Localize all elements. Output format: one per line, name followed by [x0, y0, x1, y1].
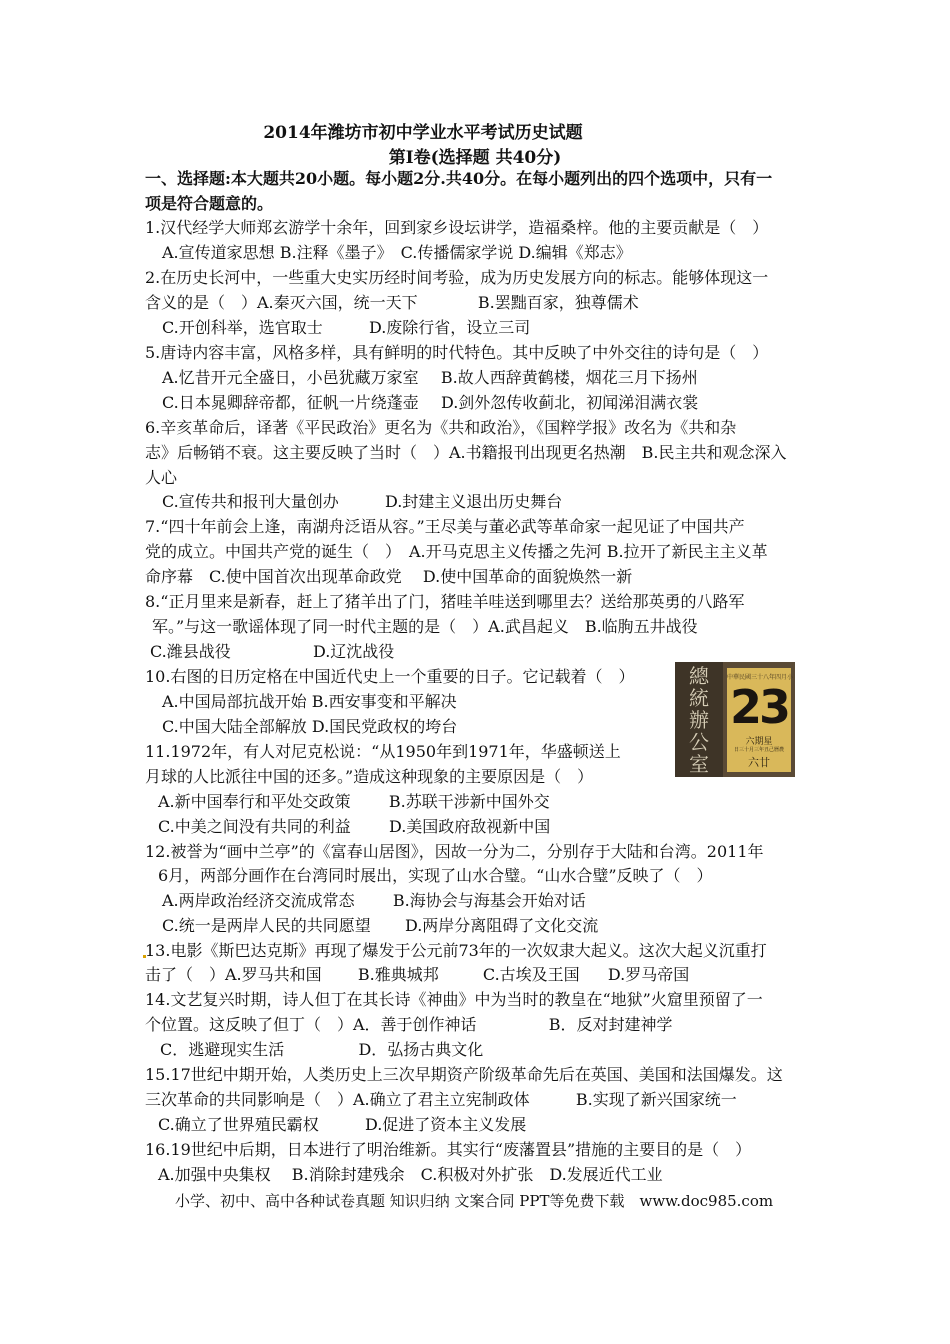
scroll-char-3: 辦 [689, 708, 709, 732]
question-8-stem-cont: 军。”与这一歌谣体现了同一时代主题的是（ ）A.武昌起义 B.临朐五井战役 [152, 617, 698, 636]
question-6-stem-cont: 志》后畅销不衰。这主要反映了当时（ ）A.书籍报刊出现更名热潮 B.民主共和观念深入 [145, 443, 787, 462]
calligraphy-scroll [675, 662, 723, 777]
question-14-option-c: C．逃避现实生活 [160, 1040, 285, 1059]
question-14-option-d: D．弘扬古典文化 [358, 1040, 484, 1059]
question-11-option-d: D.美国政府敌视新中国 [388, 817, 551, 836]
question-13-option-b: B.雅典城邦 [357, 965, 439, 984]
question-8-stem: 8.“正月里来是新春，赶上了猪羊出了门，猪哇羊哇送到哪里去？送给那英勇的八路军 [145, 592, 745, 611]
question-11-option-c: C.中美之间没有共同的利益 [158, 817, 351, 836]
question-12-options-ab [162, 890, 586, 912]
question-14-stem: 14.文艺复兴时期，诗人但丁在其长诗《神曲》中为当时的教皇在“地狱”火窟里预留了一 [145, 990, 763, 1009]
question-13-stem-cont [145, 964, 689, 986]
question-14-option-a: 个位置。这反映了但丁（ ）A．善于创作神话 [145, 1015, 477, 1034]
question-8-option-c: C.潍县战役 [150, 642, 231, 661]
question-2-option-a: 含义的是（ ）A.秦灭六国，统一天下 [145, 293, 418, 312]
scroll-char-4: 公 [689, 730, 709, 754]
question-11-stem-cont: 月球的人比派往中国的还多。”造成这种现象的主要原因是（ ） [145, 767, 594, 786]
scroll-char-2: 統 [689, 686, 709, 710]
question-12-option-a: A.两岸政治经济交流成常态 [162, 891, 355, 910]
question-13-option-c: C.古埃及王国 [482, 965, 580, 984]
calendar-header: 中華民國三十八年四月小 [727, 674, 794, 681]
question-15-options-cd [158, 1114, 526, 1136]
question-2-stem-cont [145, 292, 639, 314]
question-15-stem: 15.17世纪中期开始，人类历史上三次早期资产阶级革命先后在英国、美国和法国爆发。这 [145, 1065, 783, 1084]
question-12-stem-cont: 6月，两部分画作在台湾同时展出，实现了山水合璧。“山水合璧”反映了（ ） [158, 866, 713, 885]
question-5-option-a: A.忆昔开元全盛日，小邑犹藏万家室 [162, 368, 419, 387]
calendar-lunar-date: 日三十月三年丑己曆農 [733, 747, 784, 753]
exam-subtitle: 第I卷(选择题 共40分) [388, 148, 562, 168]
question-14-option-b: B．反对封建神学 [548, 1015, 673, 1034]
question-13-option-d: D.罗马帝国 [607, 965, 690, 984]
scroll-char-5: 室 [689, 752, 709, 776]
question-1-stem: 1.汉代经学大师郑玄游学十余年，回到家乡设坛讲学，造福桑梓。他的主要贡献是（ ） [145, 218, 769, 237]
calendar-lunar-day: 六廿 [748, 756, 770, 769]
question-16-options: A.加强中央集权 B.消除封建残余 C.积极对外扩张 D.发展近代工业 [158, 1165, 663, 1184]
question-15-option-b: B.实现了新兴国家统一 [575, 1090, 737, 1109]
question-11-options-ab [158, 791, 550, 813]
question-2-stem: 2.在历史长河中，一些重大史实历经时间考验，成为历史发展方向的标志。能够体现这一 [145, 268, 769, 287]
question-13-option-a: 击了（ ）A.罗马共和国 [145, 965, 322, 984]
question-2-option-b: B.罢黜百家，独尊儒术 [477, 293, 639, 312]
question-6-stem: 6.辛亥革命后，译著《平民政治》更名为《共和政治》，《国粹学报》改名为《共和杂 [145, 418, 737, 437]
question-5-option-c: C.日本晁卿辞帝都，征帆一片绕蓬壶 [162, 393, 419, 412]
question-6-stem-end: 人心 [145, 468, 178, 487]
question-11-stem: 11.1972年，有人对尼克松说：“从1950年到1971年，华盛顿送上 [145, 742, 621, 761]
question-13-stem: 13.电影《斯巴达克斯》再现了爆发于公元前73年的一次奴隶大起义。这次大起义沉重打 [145, 941, 767, 960]
question-7-stem-cont: 党的成立。中国共产党的诞生（ ） A.开马克思主义传播之先河 B.拉开了新民主主义革 [145, 542, 768, 561]
exam-title: 2014年潍坊市初中学业水平考试历史试题 [263, 123, 583, 143]
question-10-options-ab: A.中国局部抗战开始 B.西安事变和平解决 [162, 692, 457, 711]
question-6-option-c: C.宣传共和报刊大量创办 [162, 492, 339, 511]
question-12-stem: 12.被誉为“画中兰亭”的《富春山居图》，因故一分为二，分别存于大陆和台湾。2011年 [145, 842, 764, 861]
question-12-options-cd [162, 915, 598, 937]
question-12-option-b: B.海协会与海基会开始对话 [392, 891, 586, 910]
question-10-options-cd: C.中国大陆全部解放 D.国民党政权的垮台 [162, 717, 458, 736]
question-15-option-c: C.确立了世界殖民霸权 [158, 1115, 319, 1134]
question-11-options-cd [158, 816, 550, 838]
section-instruction: 一、选择题:本大题共20小题。每小题2分.共40分。在每小题列出的四个选项中，只有一 [145, 169, 773, 188]
question-5-stem: 5.唐诗内容丰富，风格多样，具有鲜明的时代特色。其中反映了中外交往的诗句是（ ） [145, 343, 769, 362]
tear-off-calendar [727, 668, 794, 772]
section-instruction-cont: 项是符合题意的。 [145, 194, 274, 213]
question-10-stem: 10.右图的日历定格在中国近代史上一个重要的日子。它记载着（ ） [145, 667, 635, 686]
question-5-option-d: D.剑外忽传收蓟北，初闻涕泪满衣裳 [440, 393, 699, 412]
question-8-options-cd [150, 641, 394, 663]
question-7-stem: 7.“四十年前会上逢，南湖舟泛语从容。”王尽美与董必武等革命家一起见证了中国共产 [145, 517, 745, 536]
footer-note: 小学、初中、高中各种试卷真题 知识归纳 文案合同 PPT等免费下载 www.doc985.com [175, 1192, 774, 1210]
calendar-day: 23 [729, 680, 788, 734]
scroll-char-1: 總 [689, 664, 709, 688]
question-5-options-cd [162, 392, 698, 414]
question-8-option-d: D.辽沈战役 [312, 642, 395, 661]
question-15-option-a: 三次革命的共同影响是（ ）A.确立了君主立宪制政体 [145, 1090, 530, 1109]
question-7-stem-end: 命序幕 C.使中国首次出现革命政党 D.使中国革命的面貌焕然一新 [145, 567, 633, 586]
question-11-option-a: A.新中国奉行和平处交政策 [158, 792, 351, 811]
question-12-option-d: D.两岸分离阻碍了文化交流 [404, 916, 599, 935]
calendar-photo [675, 662, 795, 777]
question-16-stem: 16.19世纪中后期，日本进行了明治维新。其实行“废藩置县”措施的主要目的是（ ） [145, 1140, 752, 1159]
question-2-option-d: D.废除行省，设立三司 [368, 318, 531, 337]
question-11-option-b: B.苏联干涉新中国外交 [388, 792, 550, 811]
question-15-option-d: D.促进了资本主义发展 [364, 1115, 527, 1134]
question-5-option-b: B.故人西辞黄鹤楼，烟花三月下扬州 [440, 368, 698, 387]
calendar-weekday: 六期星 [745, 737, 773, 747]
question-12-option-c: C.统一是两岸人民的共同愿望 [162, 916, 371, 935]
question-5-options-ab [162, 367, 698, 389]
question-6-option-d: D.封建主义退出历史舞台 [384, 492, 563, 511]
question-2-options-cd [162, 317, 530, 339]
question-2-option-c: C.开创科举，选官取士 [162, 318, 323, 337]
question-15-stem-cont [145, 1089, 737, 1111]
question-1-options: A.宣传道家思想 B.注释《墨子》 C.传播儒家学说 D.编辑《郑志》 [162, 243, 632, 262]
question-14-stem-cont [145, 1014, 673, 1036]
question-6-options-cd [162, 491, 562, 513]
question-14-options-cd [160, 1039, 483, 1061]
